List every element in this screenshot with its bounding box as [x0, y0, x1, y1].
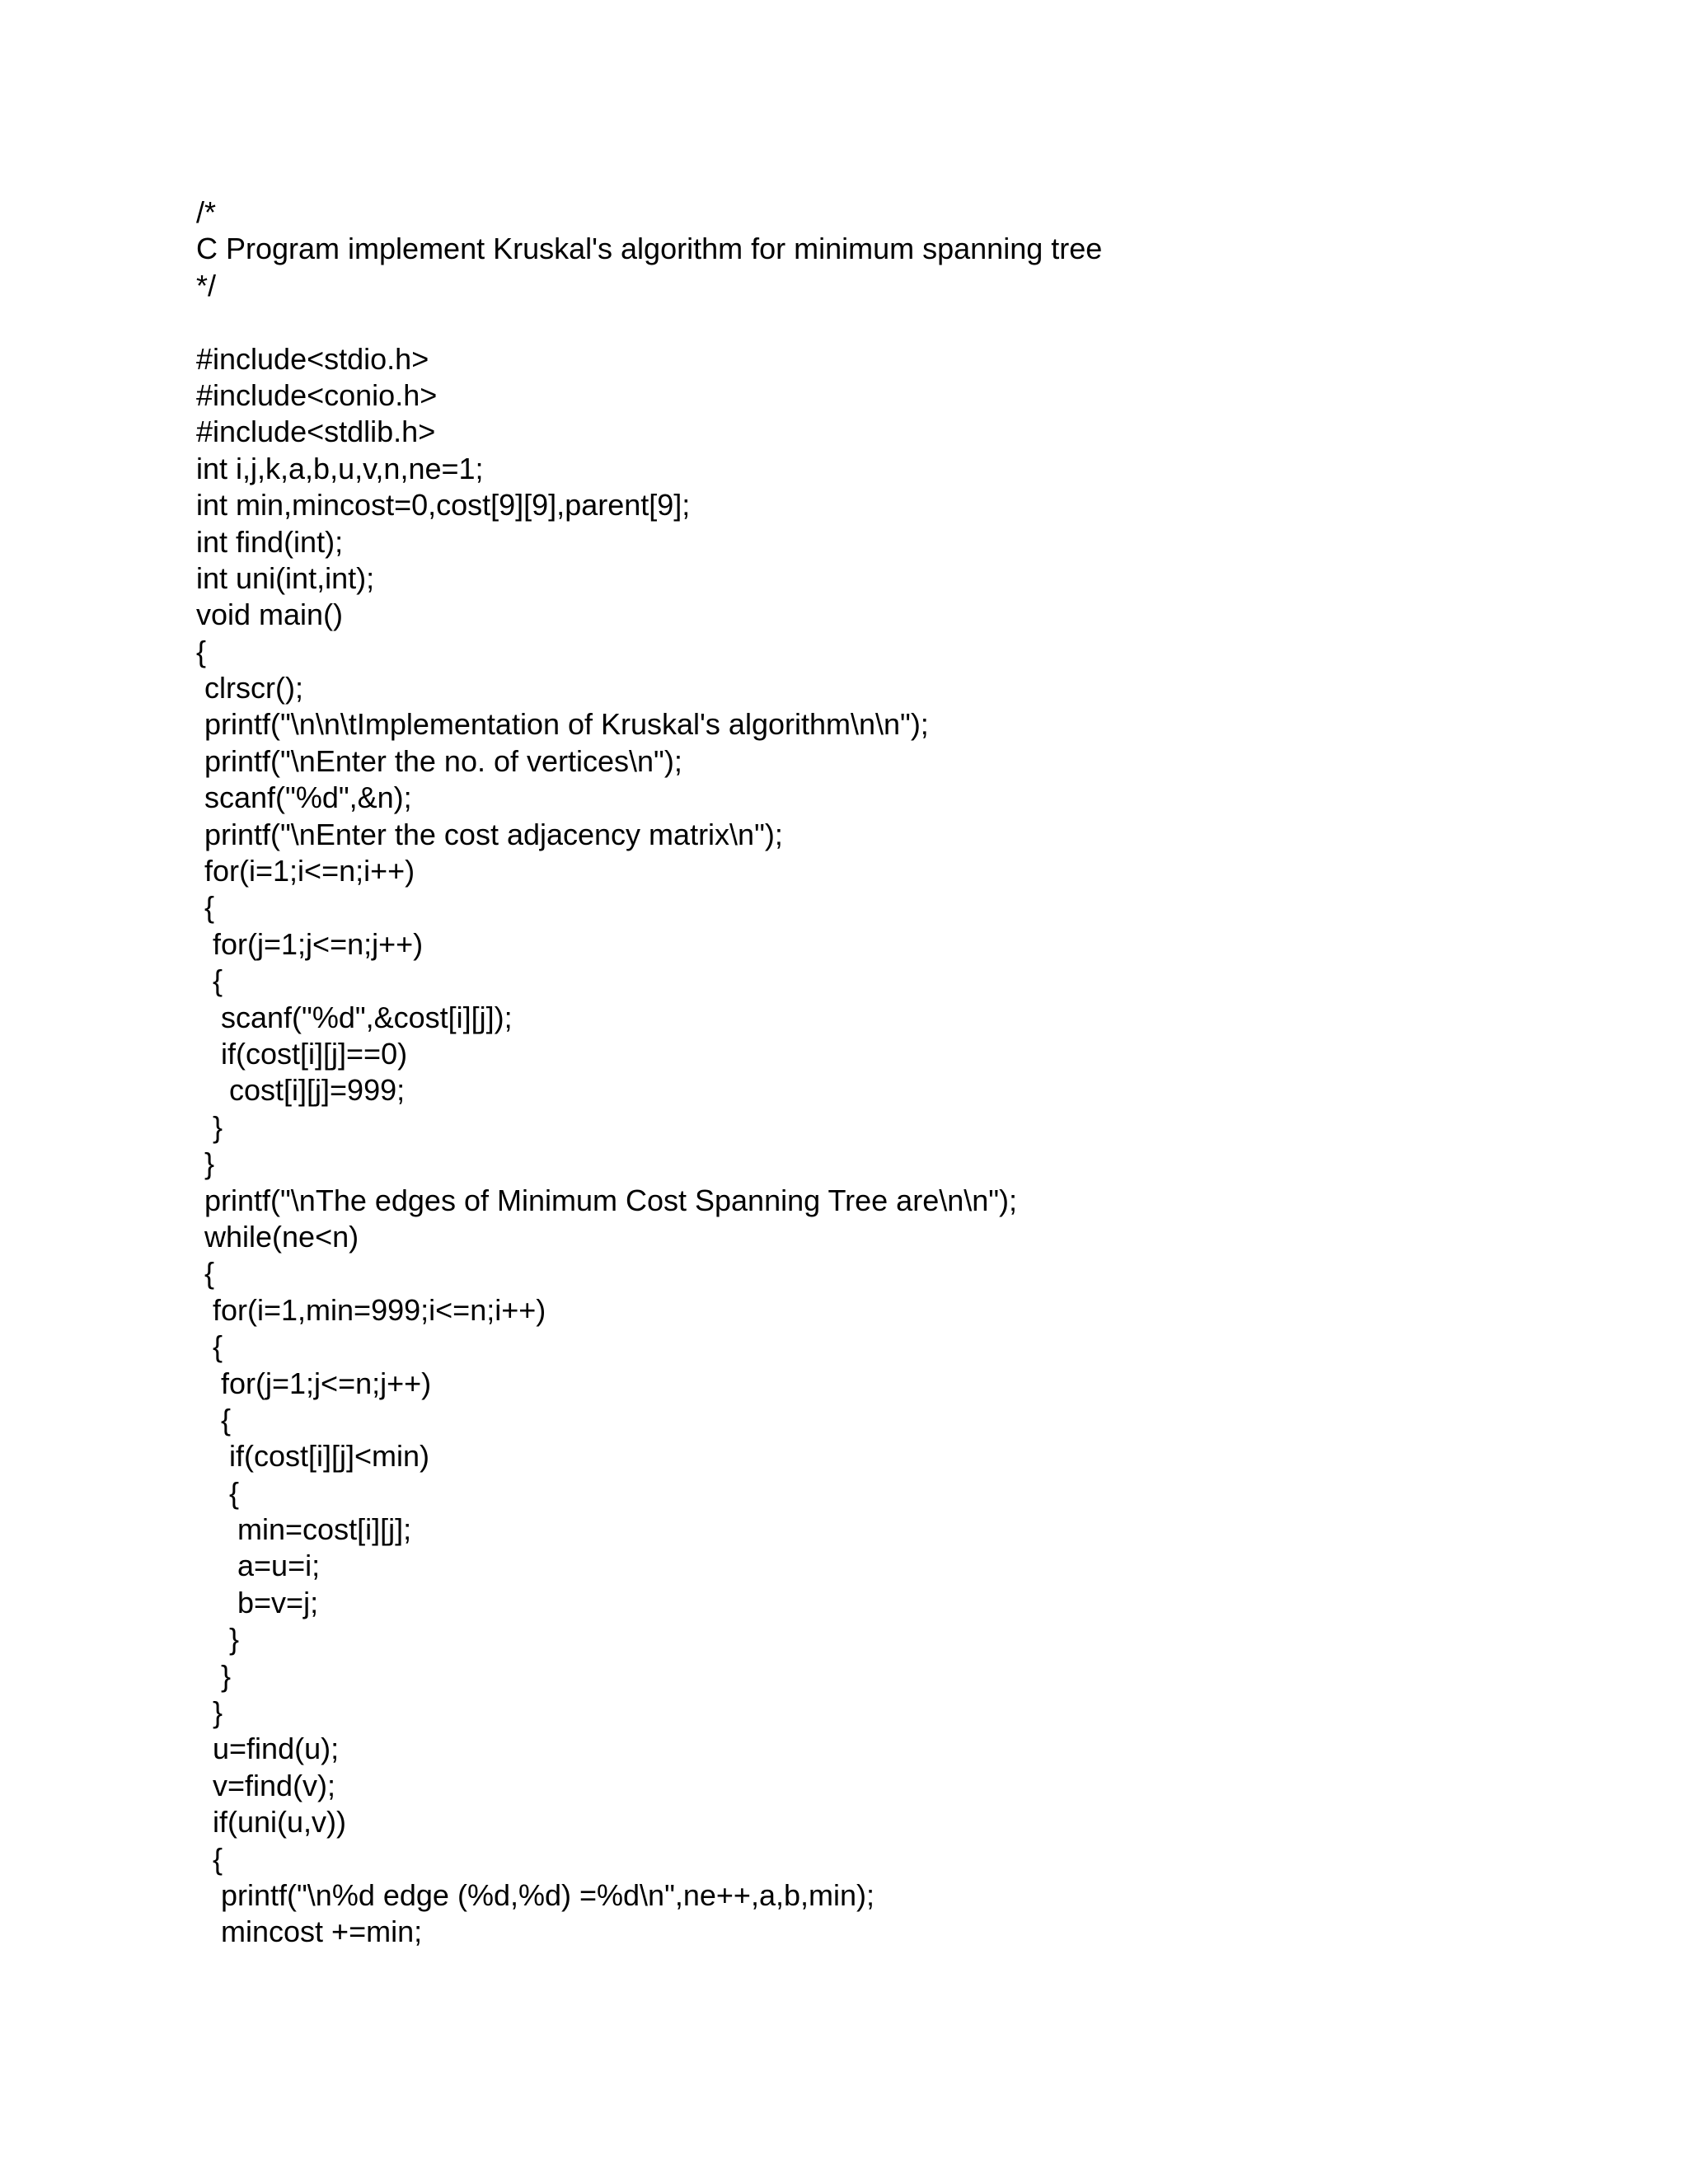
code-line: u=find(u);	[196, 1732, 340, 1766]
code-line: */	[196, 268, 217, 302]
code-line: printf("\nEnter the no. of vertices\n");	[196, 743, 682, 778]
code-line: }	[196, 1622, 240, 1657]
code-line: {	[196, 890, 215, 925]
code-line: printf("\nEnter the cost adjacency matrix\n");	[196, 817, 783, 851]
code-line: for(i=1;i<=n;i++)	[196, 854, 415, 888]
code-line: mincost +=min;	[196, 1915, 423, 1949]
code-line: if(cost[i][j]<min)	[196, 1439, 430, 1474]
code-line: clrscr();	[196, 671, 303, 705]
code-line: {	[196, 634, 207, 668]
code-line: b=v=j;	[196, 1585, 319, 1619]
code-line: #include<stdlib.h>	[196, 415, 436, 449]
code-line: /*	[196, 195, 217, 229]
code-line: for(j=1;j<=n;j++)	[196, 926, 424, 961]
code-line: {	[196, 1841, 223, 1876]
code-line: int find(int);	[196, 524, 344, 559]
code-line: C Program implement Kruskal's algorithm for minimum spanning tree	[196, 232, 1103, 266]
code-line: }	[196, 1695, 223, 1730]
code-line: printf("\nThe edges of Minimum Cost Spanning Tree are\n\n");	[196, 1183, 1018, 1217]
code-line: cost[i][j]=999;	[196, 1073, 406, 1108]
code-line	[196, 304, 1102, 340]
code-listing	[196, 194, 1102, 1951]
code-line: void main()	[196, 598, 344, 632]
code-line: printf("\n\n\tImplementation of Kruskal's algorithm\n\n");	[196, 707, 929, 742]
code-line: v=find(v);	[196, 1768, 336, 1802]
code-line: #include<conio.h>	[196, 377, 438, 412]
code-line: {	[196, 1329, 223, 1364]
code-line: }	[196, 1146, 215, 1181]
code-line: if(uni(u,v))	[196, 1805, 347, 1840]
code-line: for(i=1,min=999;i<=n;i++)	[196, 1292, 546, 1327]
code-line: {	[196, 963, 223, 998]
code-line: {	[196, 1256, 215, 1291]
code-line: min=cost[i][j];	[196, 1512, 412, 1547]
code-line: {	[196, 1402, 232, 1436]
code-line: while(ne<n)	[196, 1219, 359, 1254]
code-line: scanf("%d",&n);	[196, 780, 412, 815]
code-line: #include<stdio.h>	[196, 341, 429, 376]
code-line: a=u=i;	[196, 1549, 321, 1583]
code-line: scanf("%d",&cost[i][j]);	[196, 1000, 513, 1034]
code-line: }	[196, 1658, 232, 1693]
code-line: for(j=1;j<=n;j++)	[196, 1366, 432, 1400]
code-line: {	[196, 1475, 240, 1510]
code-line: int i,j,k,a,b,u,v,n,ne=1;	[196, 451, 484, 485]
code-line: }	[196, 1109, 223, 1144]
code-line: int min,mincost=0,cost[9][9],parent[9];	[196, 488, 691, 523]
code-line: int uni(int,int);	[196, 560, 375, 595]
code-line: printf("\n%d edge (%d,%d) =%d\n",ne++,a,b,min);	[196, 1877, 874, 1912]
code-line: if(cost[i][j]==0)	[196, 1036, 408, 1071]
